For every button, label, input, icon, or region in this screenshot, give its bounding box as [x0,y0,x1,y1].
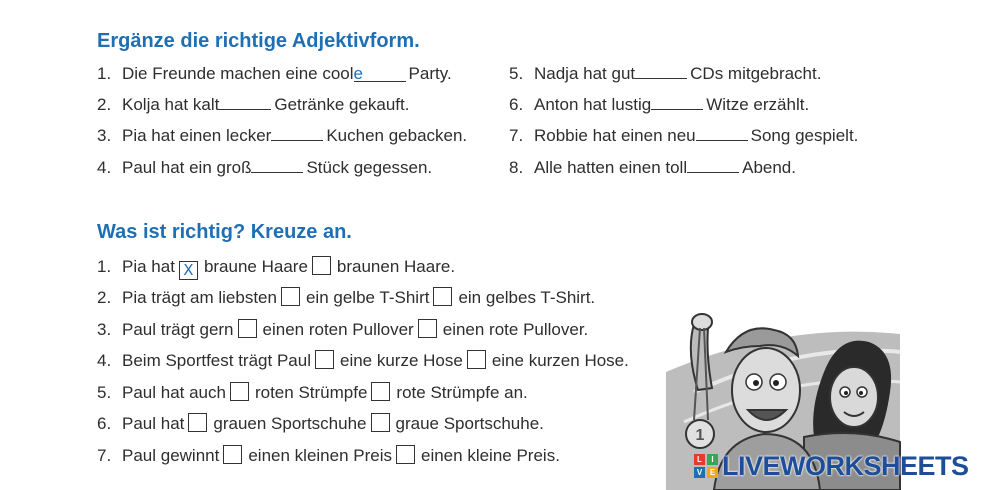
option-a-checkbox[interactable]: X [179,261,198,280]
choice-item-6 [97,413,544,434]
item-text-before: Kolja hat kalt [122,95,220,114]
fill-item-5 [509,64,821,84]
item-text-before: Paul hat ein groß [122,158,252,177]
option-b-label: eine kurzen Hose. [491,351,629,370]
option-a-checkbox[interactable] [315,350,334,369]
item-text-before: Anton hat lustig [534,95,652,114]
option-a-checkbox[interactable] [223,445,242,464]
option-a-label: einen kleinen Preis [248,446,392,465]
item-text-after: Party. [408,64,452,83]
item-stem: Paul gewinnt [122,446,220,465]
option-b-checkbox[interactable] [433,287,452,306]
item-text-before: Pia hat einen lecker [122,126,272,145]
item-stem: Paul trägt gern [122,320,234,339]
item-number: 8. [509,158,524,177]
answer-blank[interactable] [635,64,687,79]
logo-block: I [707,454,718,465]
option-b-checkbox[interactable] [371,382,390,401]
item-text-before: Die Freunde machen eine cool [122,64,354,83]
fill-item-6 [509,95,809,115]
option-a-label: braune Haare [203,257,308,276]
answer-blank[interactable] [271,126,323,141]
item-number: 5. [509,64,524,83]
item-number: 1. [97,64,112,83]
item-text-after: Kuchen gebacken. [326,126,468,145]
watermark-text: LIVEWORKSHEETS [722,450,969,481]
item-stem: Pia hat [122,257,175,276]
logo-block: V [694,467,705,478]
choice-item-3 [97,319,588,340]
item-number: 3. [97,320,112,339]
answer-blank[interactable] [219,95,271,110]
item-number: 3. [97,126,112,145]
answer-blank[interactable] [651,95,703,110]
option-b-checkbox[interactable] [312,256,331,275]
answer-blank[interactable] [696,126,748,141]
answer-blank[interactable]: e [354,67,406,82]
item-text-before: Nadja hat gut [534,64,636,83]
item-text-after: CDs mitgebracht. [690,64,822,83]
item-text-after: Witze erzählt. [706,95,810,114]
option-b-label: einen rote Pullover. [442,320,589,339]
item-text-after: Song gespielt. [750,126,859,145]
item-number: 6. [97,414,112,433]
option-a-label: eine kurze Hose [339,351,463,370]
option-a-checkbox[interactable] [281,287,300,306]
item-text-before: Robbie hat einen neu [534,126,696,145]
item-number: 7. [97,446,112,465]
section1-heading: Ergänze die richtige Adjektivform. [97,30,420,52]
option-b-label: ein gelbes T-Shirt. [458,288,596,307]
fill-item-7 [509,126,858,146]
item-text-before: Alle hatten einen toll [534,158,688,177]
section2-heading: Was ist richtig? Kreuze an. [97,221,352,243]
item-number: 4. [97,158,112,177]
item-text-after: Stück gegessen. [306,158,433,177]
fill-item-4 [97,158,432,178]
logo-blocks-icon [694,454,718,478]
item-number: 5. [97,383,112,402]
option-a-checkbox[interactable] [238,319,257,338]
logo-block: L [694,454,705,465]
answer-blank[interactable] [251,158,303,173]
option-a-label: einen roten Pullover [262,320,414,339]
item-number: 2. [97,95,112,114]
liveworksheets-logo [694,452,969,480]
logo-block: E [707,467,718,478]
option-b-label: braunen Haare. [336,257,456,276]
option-a-label: ein gelbe T-Shirt [305,288,430,307]
item-stem: Paul hat [122,414,185,433]
option-a-checkbox[interactable] [188,413,207,432]
item-number: 7. [509,126,524,145]
medal-number: 1 [695,427,705,444]
item-number: 6. [509,95,524,114]
choice-item-2 [97,287,595,308]
option-a-label: roten Strümpfe [254,383,368,402]
fill-item-1 [97,64,452,84]
item-number: 2. [97,288,112,307]
choice-item-1 [97,256,455,280]
option-b-checkbox[interactable] [418,319,437,338]
option-b-label: graue Sportschuhe. [395,414,544,433]
option-b-checkbox[interactable] [467,350,486,369]
fill-item-8 [509,158,796,178]
item-number: 4. [97,351,112,370]
option-b-label: rote Strümpfe an. [396,383,528,402]
item-text-after: Getränke gekauft. [274,95,410,114]
item-stem: Pia trägt am liebsten [122,288,277,307]
choice-item-7 [97,445,560,466]
item-stem: Beim Sportfest trägt Paul [122,351,311,370]
option-a-label: grauen Sportschuhe [213,414,367,433]
option-b-checkbox[interactable] [371,413,390,432]
answer-blank[interactable] [687,158,739,173]
option-a-checkbox[interactable] [230,382,249,401]
option-b-checkbox[interactable] [396,445,415,464]
option-b-label: einen kleine Preis. [421,446,560,465]
item-stem: Paul hat auch [122,383,226,402]
choice-item-5 [97,382,528,403]
fill-item-3 [97,126,467,146]
fill-item-2 [97,95,409,115]
item-text-after: Abend. [742,158,796,177]
choice-item-4 [97,350,629,371]
item-number: 1. [97,257,112,276]
